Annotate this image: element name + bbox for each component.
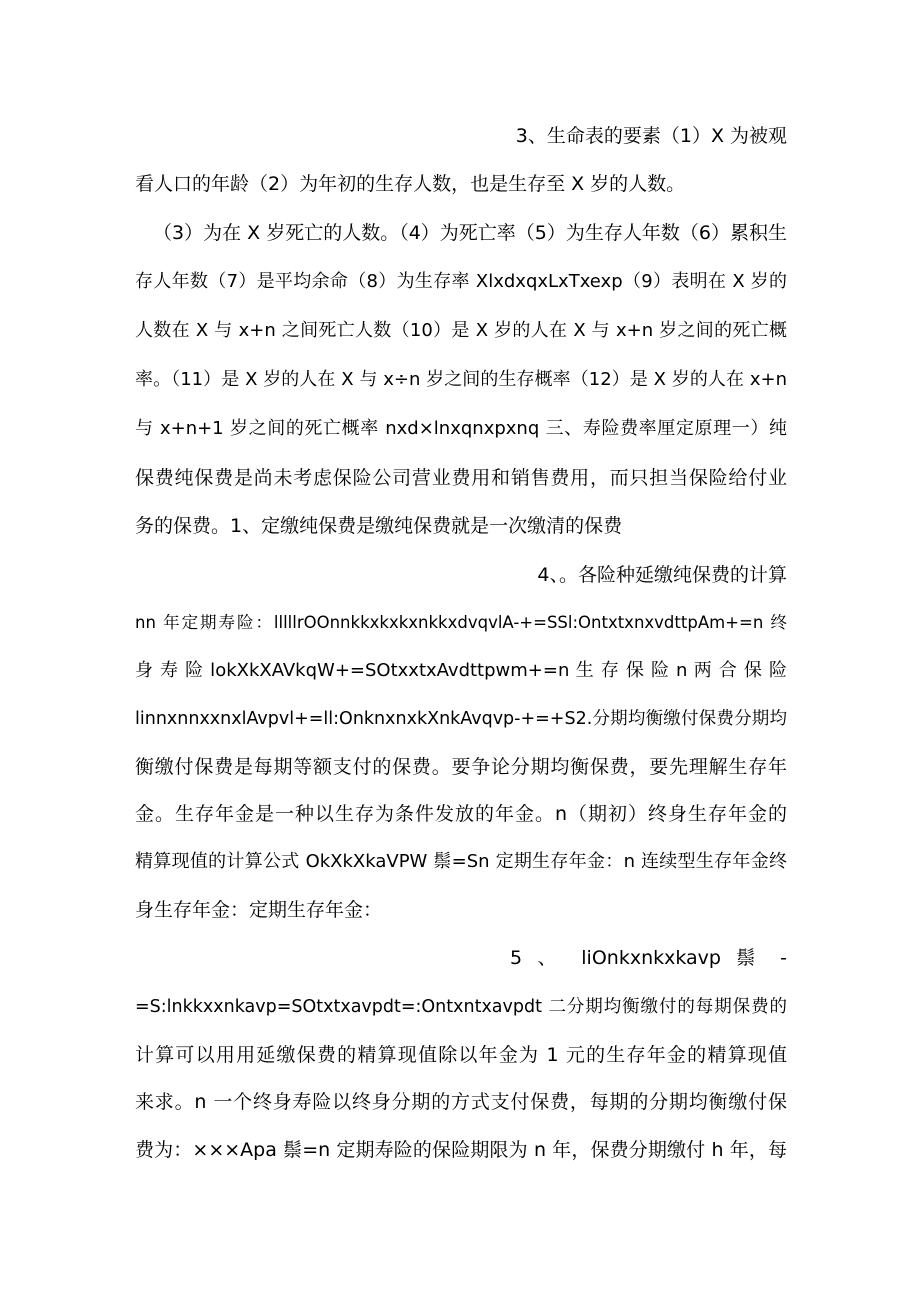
text-line-9: 务的保费。1、定缴纯保费是缴纯保费就是一次缴清的保费 [135,515,623,537]
text-line-6: 率。（11）是 X 岁的人在 X 与 x÷n 岁之间的生存概率（12）是 X 岁的人在 x+n [135,369,787,390]
text-line-20: 计算可以用用延缴保费的精算现值除以年金为 1 元的生存年金的精算现值 [135,1044,787,1066]
text-line-22: 费为：×××Apa 鬃=n 定期寿险的保险期限为 n 年，保费分期缴付 h 年，每 [135,1139,787,1161]
text-line-5: 人数在 X 与 x+n 之间死亡人数（10）是 X 岁的人在 X 与 x+n 岁之间的死亡概 [135,320,787,341]
text-line-18: 5 、 liOnkxnkxkavp 鬃 - [510,947,787,969]
text-line-17: 身生存年金：定期生存年金： [135,899,383,921]
text-line-21: 来求。n 一个终身寿险以终身分期的方式支付保费，每期的分期均衡缴付保 [135,1091,787,1113]
text-line-15: 金。生存年金是一种以生存为条件发放的年金。n（期初）终身生存年金的 [135,803,787,825]
text-line-10: 4、。各险种延缴纯保费的计算 [537,564,787,586]
text-line-19: =S:lnkkxxnkavp=SOtxtxavpdt=:Ontxntxavpdt 二分期均衡缴付的每期保费的 [135,997,787,1017]
text-line-7: 与 x+n+1 岁之间的死亡概率 nxd×lnxqnxpxnq 三、寿险费率厘定原理一）纯 [135,418,787,439]
text-line-2: 看人口的年龄（2）为年初的生存人数，也是生存至 X 岁的人数。 [135,173,686,195]
text-line-8: 保费纯保费是尚未考虑保险公司营业费用和销售费用，而只担当保险给付业 [135,467,787,489]
text-line-14: 衡缴付保费是每期等额支付的保费。要争论分期均衡保费，要先理解生存年 [135,756,787,778]
text-line-1: 3、生命表的要素（1）X 为被观 [515,125,787,147]
text-line-11: nn 年定期寿险：lllllrOOnnkkxkxkxnkkxdvqvlA-+=SSl:OntxtxnxvdttpAm+=n 终 [135,613,787,632]
text-line-4: 存人年数（7）是平均余命（8）为生存率 XlxdxqxLxTxexp（9）表明在 X 岁的 [135,271,787,292]
text-line-12: 身 寿 险 lokXkXAVkqW+=SOtxxtxAvdttpwm+=n 生 存 保 险 n 两 合 保 险 [135,660,787,681]
text-line-13: linnxnnxxnxlAvpvl+=ll:OnknxnxkXnkAvqvp-+=+S2.分期均衡缴付保费分期均 [135,709,787,729]
text-line-16: 精算现值的计算公式 OkXkXkaVPW 鬃=Sn 定期生存年金：n 连续型生存年金终 [135,851,787,872]
text-line-3: （3）为在 X 岁死亡的人数。（4）为死亡率（5）为生存人年数（6）累积生 [153,222,787,244]
